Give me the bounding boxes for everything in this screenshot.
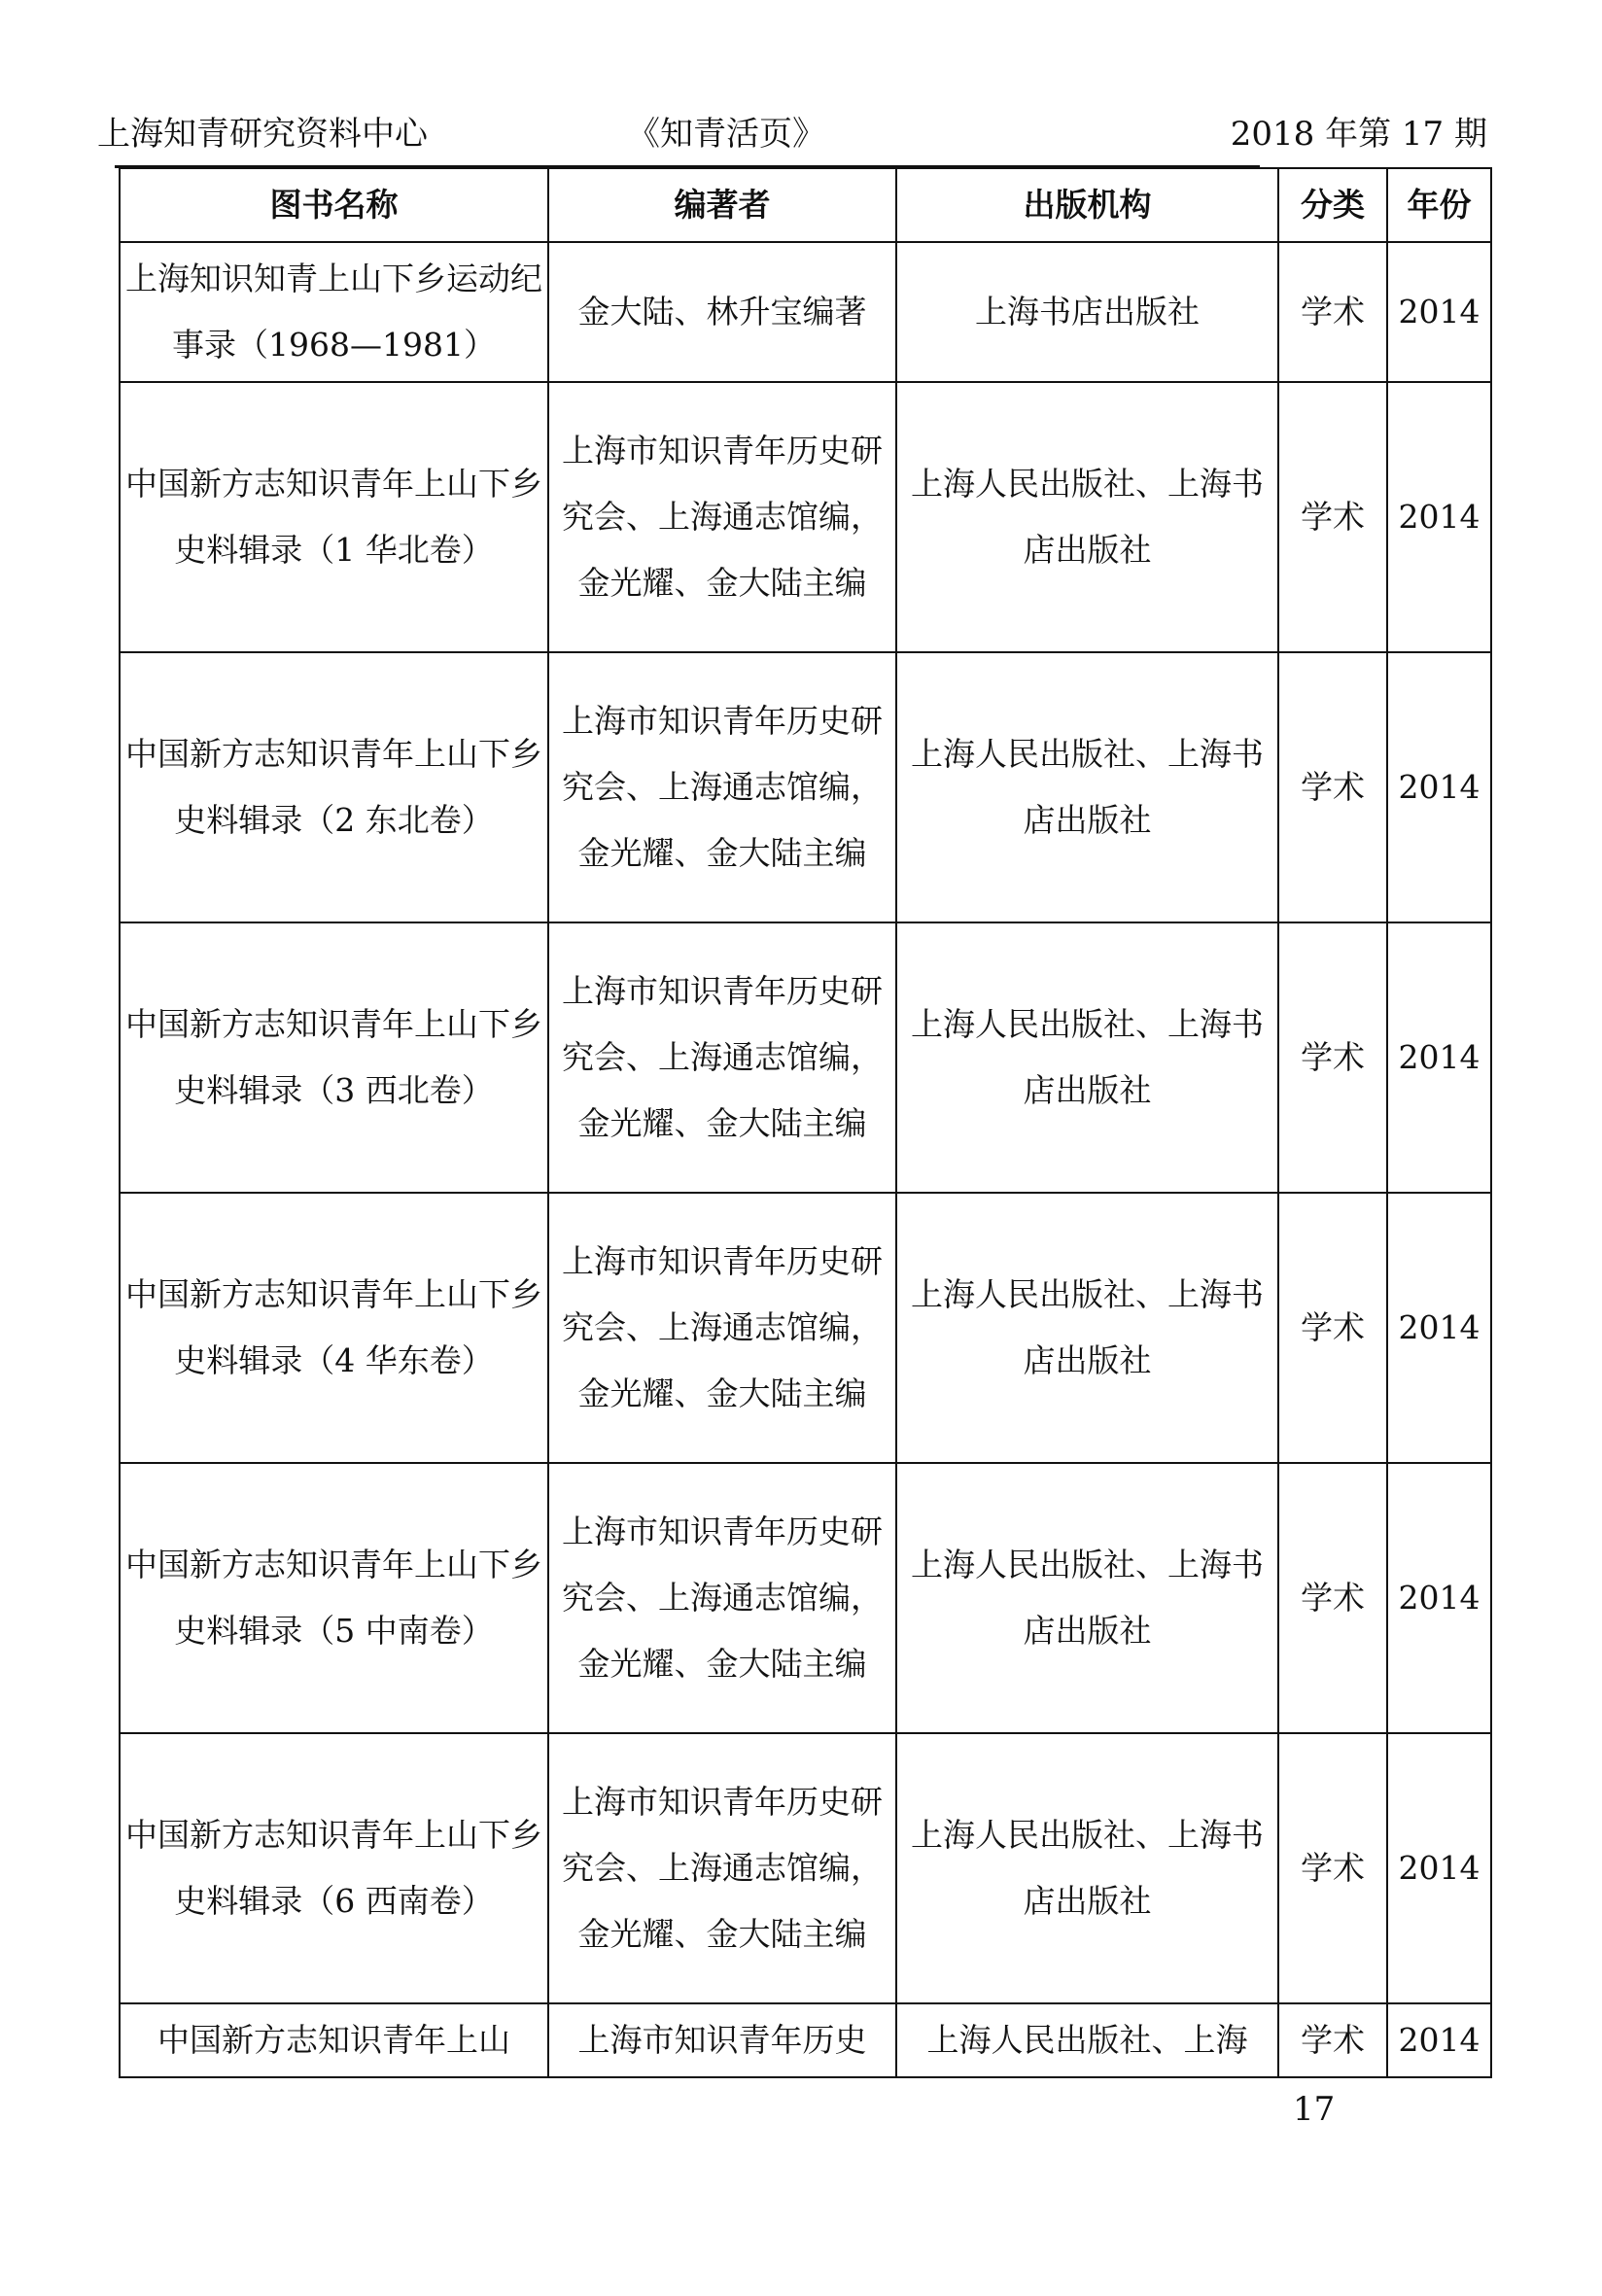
cell-author: 上海市知识青年历史研究会、上海通志馆编，金光耀、金大陆主编 <box>548 382 896 652</box>
cell-category: 学术 <box>1278 242 1387 382</box>
cell-year: 2014 <box>1387 382 1491 652</box>
cell-category: 学术 <box>1278 922 1387 1193</box>
cell-publisher: 上海人民出版社、上海书店出版社 <box>896 1733 1278 2003</box>
table-row <box>120 242 1491 382</box>
cell-category: 学术 <box>1278 1733 1387 2003</box>
cell-author: 上海市知识青年历史研究会、上海通志馆编，金光耀、金大陆主编 <box>548 652 896 922</box>
table-row <box>120 922 1491 1193</box>
cell-year: 2014 <box>1387 2003 1491 2077</box>
column-header-publisher: 出版机构 <box>896 168 1278 242</box>
cell-title: 上海知识知青上山下乡运动纪事录（1968—1981） <box>120 242 548 382</box>
cell-category: 学术 <box>1278 2003 1387 2077</box>
column-header-year: 年份 <box>1387 168 1491 242</box>
table-row <box>120 1463 1491 1733</box>
table-row <box>120 2003 1491 2077</box>
cell-title: 中国新方志知识青年上山下乡史料辑录（3 西北卷） <box>120 922 548 1193</box>
cell-author: 上海市知识青年历史研究会、上海通志馆编，金光耀、金大陆主编 <box>548 1193 896 1463</box>
cell-category: 学术 <box>1278 1463 1387 1733</box>
cell-title: 中国新方志知识青年上山 <box>120 2003 548 2077</box>
header-issue: 2018 年第 17 期 <box>1230 115 1487 154</box>
column-header-author: 编著者 <box>548 168 896 242</box>
cell-author: 上海市知识青年历史研究会、上海通志馆编，金光耀、金大陆主编 <box>548 1733 896 2003</box>
cell-publisher: 上海人民出版社、上海书店出版社 <box>896 922 1278 1193</box>
cell-publisher: 上海人民出版社、上海书店出版社 <box>896 1193 1278 1463</box>
cell-year: 2014 <box>1387 242 1491 382</box>
column-header-title: 图书名称 <box>120 168 548 242</box>
cell-publisher: 上海人民出版社、上海书店出版社 <box>896 1463 1278 1733</box>
cell-publisher: 上海人民出版社、上海书店出版社 <box>896 382 1278 652</box>
cell-title: 中国新方志知识青年上山下乡史料辑录（5 中南卷） <box>120 1463 548 1733</box>
page-number: 17 <box>1293 2090 1336 2129</box>
table-row <box>120 382 1491 652</box>
page-header <box>97 107 1487 165</box>
cell-year: 2014 <box>1387 1463 1491 1733</box>
cell-publisher: 上海人民出版社、上海书店出版社 <box>896 652 1278 922</box>
cell-category: 学术 <box>1278 1193 1387 1463</box>
cell-author: 上海市知识青年历史研究会、上海通志馆编，金光耀、金大陆主编 <box>548 922 896 1193</box>
table-row <box>120 652 1491 922</box>
cell-category: 学术 <box>1278 652 1387 922</box>
table-row <box>120 1193 1491 1463</box>
header-org: 上海知青研究资料中心 <box>97 115 428 154</box>
cell-category: 学术 <box>1278 382 1387 652</box>
cell-year: 2014 <box>1387 922 1491 1193</box>
cell-year: 2014 <box>1387 1193 1491 1463</box>
cell-title: 中国新方志知识青年上山下乡史料辑录（6 西南卷） <box>120 1733 548 2003</box>
cell-author: 金大陆、林升宝编著 <box>548 242 896 382</box>
table-header-row <box>120 168 1491 242</box>
cell-year: 2014 <box>1387 652 1491 922</box>
cell-author: 上海市知识青年历史 <box>548 2003 896 2077</box>
cell-author: 上海市知识青年历史研究会、上海通志馆编，金光耀、金大陆主编 <box>548 1463 896 1733</box>
cell-publisher: 上海人民出版社、上海 <box>896 2003 1278 2077</box>
cell-publisher: 上海书店出版社 <box>896 242 1278 382</box>
cell-title: 中国新方志知识青年上山下乡史料辑录（1 华北卷） <box>120 382 548 652</box>
cell-year: 2014 <box>1387 1733 1491 2003</box>
book-table <box>119 167 1492 2078</box>
cell-title: 中国新方志知识青年上山下乡史料辑录（2 东北卷） <box>120 652 548 922</box>
cell-title: 中国新方志知识青年上山下乡史料辑录（4 华东卷） <box>120 1193 548 1463</box>
header-publication: 《知青活页》 <box>627 115 825 154</box>
table-row <box>120 1733 1491 2003</box>
column-header-category: 分类 <box>1278 168 1387 242</box>
